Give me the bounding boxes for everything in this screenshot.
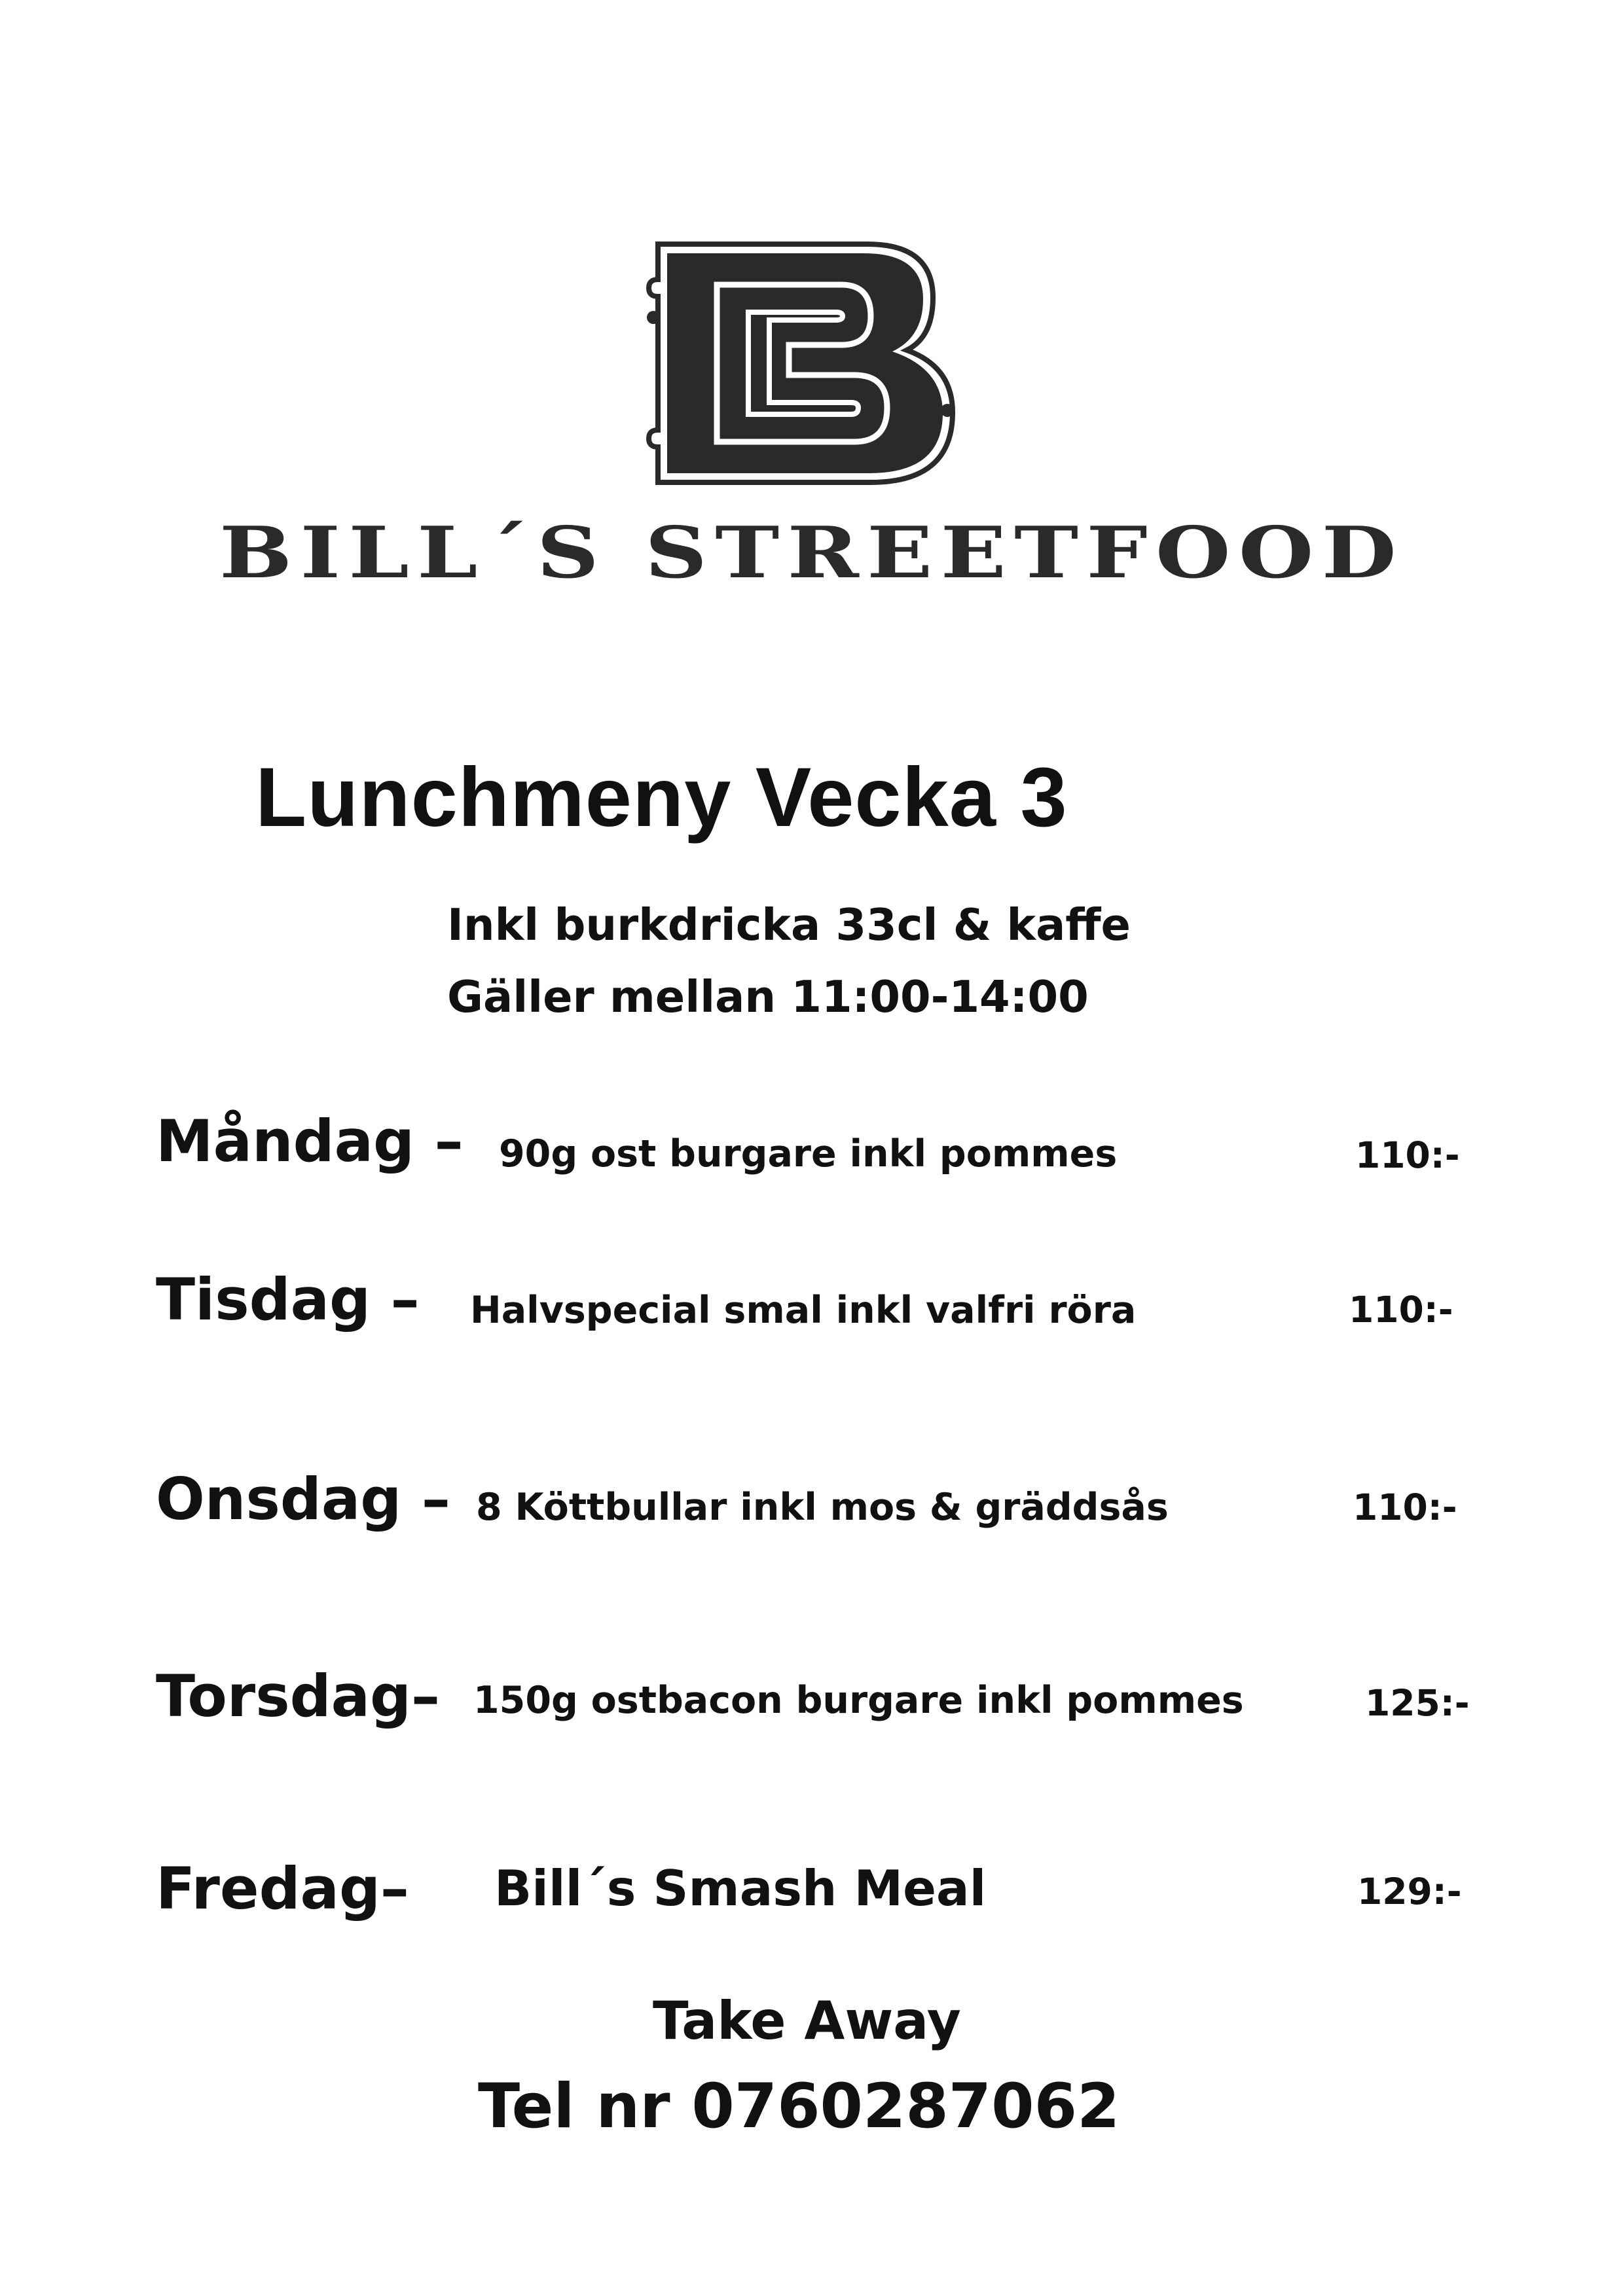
menu-subtitle-hours: Gäller mellan 11:00-14:00 xyxy=(447,971,1089,1022)
menu-subtitle-drinks: Inkl burkdricka 33cl & kaffe xyxy=(447,899,1131,950)
day-friday: Fredag– xyxy=(156,1855,409,1922)
day-tuesday: Tisdag – xyxy=(156,1266,420,1333)
day-monday: Måndag – xyxy=(156,1107,464,1175)
dish-tuesday: Halvspecial smal inkl valfri röra xyxy=(470,1289,1137,1332)
menu-title: Lunchmeny Vecka 3 xyxy=(255,751,1068,844)
brand-name: BILL´S STREETFOOD xyxy=(219,517,1404,589)
price-thursday: 125:- xyxy=(1365,1682,1470,1724)
dish-thursday: 150g ostbacon burgare inkl pommes xyxy=(473,1679,1244,1722)
price-monday: 110:- xyxy=(1355,1134,1460,1176)
day-thursday: Torsdag– xyxy=(156,1662,440,1730)
price-wednesday: 110:- xyxy=(1353,1486,1457,1528)
brand-wordmark xyxy=(216,517,1408,589)
price-friday: 129:- xyxy=(1357,1871,1462,1912)
dish-monday: 90g ost burgare inkl pommes xyxy=(499,1132,1118,1175)
dish-friday: Bill´s Smash Meal xyxy=(494,1859,987,1917)
price-tuesday: 110:- xyxy=(1349,1289,1453,1331)
day-wednesday: Onsdag – xyxy=(156,1465,450,1533)
dish-wednesday: 8 Köttbullar inkl mos & gräddsås xyxy=(476,1486,1169,1529)
takeaway-label: Take Away xyxy=(653,1990,961,2051)
logo-emblem xyxy=(645,239,972,488)
phone-number: Tel nr 0760287062 xyxy=(478,2071,1120,2142)
